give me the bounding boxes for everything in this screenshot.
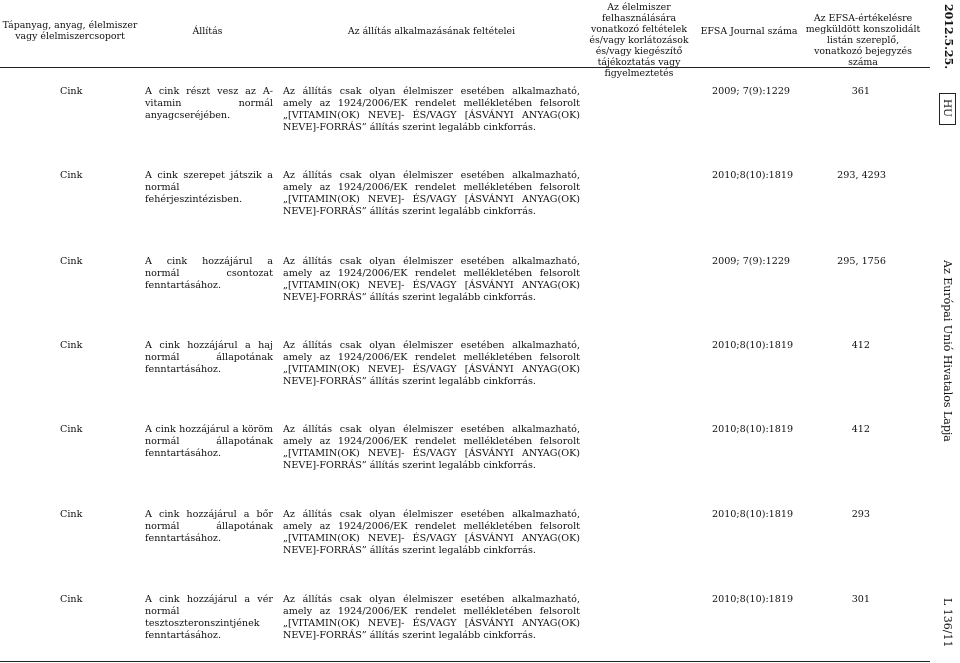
entry-number-cell: 295, 1756 [837, 256, 886, 267]
efsa-journal-cell: 2010;8(10):1819 [712, 340, 794, 351]
conditions-cell: Az állítás csak olyan élelmiszer esetében alkalmazható, amely az 1924/2006/EK rendelet mellékletében felsorolt „[VITAMIN(OK) NEVE]- ÉS/VAGY [ÁSVÁNYI ANYAG(OK) NEVE]-FORRÁS” állítás szerint legalább cinkforrás. [283, 509, 580, 556]
entry-number-cell: 412 [851, 340, 870, 351]
page-reference: L 136/11 [941, 598, 954, 648]
efsa-journal-cell: 2010;8(10):1819 [712, 170, 794, 181]
substance-cell: Cink [60, 340, 83, 351]
bottom-rule [0, 661, 930, 662]
claim-cell: A cink hozzájárul a haj normál állapotának fenntartásához. [145, 340, 273, 375]
conditions-cell: Az állítás csak olyan élelmiszer esetében alkalmazható, amely az 1924/2006/EK rendelet mellékletében felsorolt „[VITAMIN(OK) NEVE]- ÉS/VAGY [ÁSVÁNYI ANYAG(OK) NEVE]-FORRÁS” állítás szerint legalább cinkforrás. [283, 170, 580, 217]
substance-cell: Cink [60, 509, 83, 520]
publication-date: 2012.5.25. [942, 4, 955, 70]
header-food-category: Tápanyag, anyag, élelmiszer vagy élelmiszercsoport [2, 20, 138, 42]
claim-cell: A cink hozzájárul a bőr normál állapotának fenntartásához. [145, 509, 273, 544]
entry-number-cell: 361 [851, 86, 870, 97]
claim-cell: A cink részt vesz az A-vitamin normál anyagcseréjében. [145, 86, 273, 121]
conditions-cell: Az állítás csak olyan élelmiszer esetében alkalmazható, amely az 1924/2006/EK rendelet mellékletében felsorolt „[VITAMIN(OK) NEVE]- ÉS/VAGY [ÁSVÁNYI ANYAG(OK) NEVE]-FORRÁS” állítás szerint legalább cinkforrás. [283, 340, 580, 387]
header-efsa-journal: EFSA Journal száma [700, 26, 798, 37]
efsa-journal-cell: 2010;8(10):1819 [712, 594, 794, 605]
conditions-cell: Az állítás csak olyan élelmiszer esetében alkalmazható, amely az 1924/2006/EK rendelet mellékletében felsorolt „[VITAMIN(OK) NEVE]- ÉS/VAGY [ÁSVÁNYI ANYAG(OK) NEVE]-FORRÁS” állítás szerint legalább cinkforrás. [283, 424, 580, 471]
efsa-journal-cell: 2009; 7(9):1229 [712, 86, 791, 97]
efsa-journal-cell: 2010;8(10):1819 [712, 424, 794, 435]
entry-number-cell: 412 [851, 424, 870, 435]
header-consolidated-list: Az EFSA-értékelésre megküldött konszolidált listán szereplő, vonatkozó bejegyzés száma [805, 13, 921, 68]
efsa-journal-cell: 2009; 7(9):1229 [712, 256, 791, 267]
journal-title: Az Európai Unió Hivatalos Lapja [941, 260, 954, 442]
entry-number-cell: 301 [851, 594, 870, 605]
claim-cell: A cink szerepet játszik a normál fehérjeszintézisben. [145, 170, 273, 205]
conditions-cell: Az állítás csak olyan élelmiszer esetében alkalmazható, amely az 1924/2006/EK rendelet mellékletében felsorolt „[VITAMIN(OK) NEVE]- ÉS/VAGY [ÁSVÁNYI ANYAG(OK) NEVE]-FORRÁS” állítás szerint legalább cinkforrás. [283, 256, 580, 303]
entry-number-cell: 293, 4293 [837, 170, 886, 181]
claim-cell: A cink hozzájárul a vér normál tesztoszteronszintjének fenntartásához. [145, 594, 273, 641]
conditions-cell: Az állítás csak olyan élelmiszer esetében alkalmazható, amely az 1924/2006/EK rendelet mellékletében felsorolt „[VITAMIN(OK) NEVE]- ÉS/VAGY [ÁSVÁNYI ANYAG(OK) NEVE]-FORRÁS” állítás szerint legalább cinkforrás. [283, 86, 580, 133]
header-claim: Állítás [192, 26, 223, 37]
claim-cell: A cink hozzájárul a normál csontozat fenntartásához. [145, 256, 273, 291]
substance-cell: Cink [60, 170, 83, 181]
entry-number-cell: 293 [851, 509, 870, 520]
claim-cell: A cink hozzájárul a köröm normál állapotának fenntartásához. [145, 424, 273, 459]
substance-cell: Cink [60, 86, 83, 97]
substance-cell: Cink [60, 594, 83, 605]
language-code: HU [941, 99, 953, 118]
conditions-cell: Az állítás csak olyan élelmiszer esetében alkalmazható, amely az 1924/2006/EK rendelet mellékletében felsorolt „[VITAMIN(OK) NEVE]- ÉS/VAGY [ÁSVÁNYI ANYAG(OK) NEVE]-FORRÁS” állítás szerint legalább cinkforrás. [283, 594, 580, 641]
substance-cell: Cink [60, 256, 83, 267]
header-rule [0, 67, 930, 68]
efsa-journal-cell: 2010;8(10):1819 [712, 509, 794, 520]
substance-cell: Cink [60, 424, 83, 435]
header-restrictions: Az élelmiszer felhasználására vonatkozó feltételek és/vagy korlátozások és/vagy kiegészítő tájékoztatás vagy figyelmeztetés [589, 2, 689, 79]
header-conditions: Az állítás alkalmazásának feltételei [347, 26, 516, 37]
